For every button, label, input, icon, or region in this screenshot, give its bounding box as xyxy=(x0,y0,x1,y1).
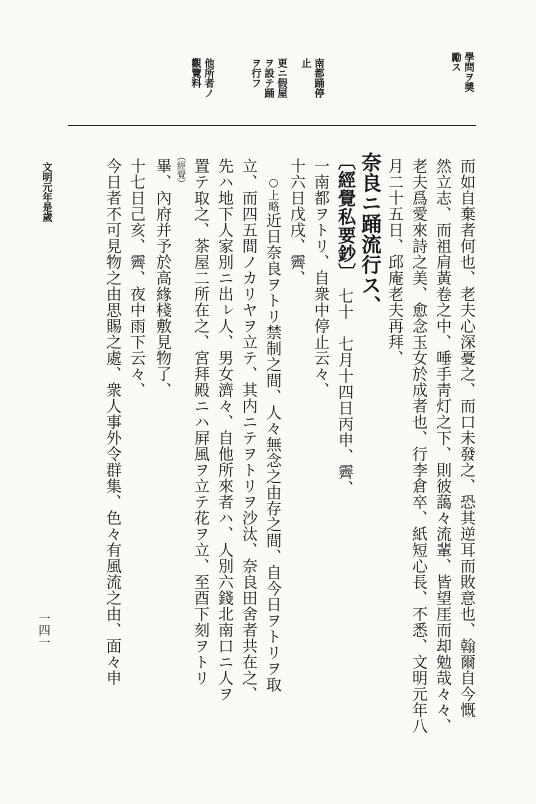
margin-note-3b: ヲ設テ踊 xyxy=(262,58,273,98)
source-title: 〔經覺私要鈔〕 xyxy=(335,152,356,282)
margin-note-1: 學問ヲ奬 xyxy=(462,52,473,92)
text-column-6 xyxy=(336,152,354,496)
margin-note-4: 他所者ノ xyxy=(202,58,213,98)
margin-note-2b: 止 xyxy=(299,58,310,68)
running-head: 文明元年是歲 xyxy=(40,162,51,222)
text-column-12: 置テ取之、茶屋二所在之、宮拜殿ニハ屛風ヲ立テ花ヲ立、至酉下刻ヲトリ xyxy=(192,158,210,686)
page-number: 一四一 xyxy=(37,612,51,648)
text-column-15: 今日者不可見物之由思賜之處、衆人事外令群集、色々有風流之由、面々申 xyxy=(104,158,122,686)
text-column-2: 然立志、而祖肩黃卷之中、唾手靑灯之下、則彼藹々流輩、皆望厓而却勉哉々々、 xyxy=(434,158,452,734)
margin-note-3: 更ニ假屋 xyxy=(275,58,286,98)
text-column-14: 十七日己亥、霽、夜中雨下云々、 xyxy=(128,158,146,398)
omission-mark: ○上略 xyxy=(267,176,280,213)
text-column-1: 而如自棄者何也、老夫心深憂之、而口未發之、恐其逆耳而敗意也、翰爾自今慨 xyxy=(458,158,476,718)
text-column-8: 十六日戊戌、霽、 xyxy=(288,158,306,286)
header-rule xyxy=(68,125,476,126)
text-column-3: 老夫爲愛來詩之美、愈念玉女於成者也、行李倉卒、紙短心長、不悉、文明元年八 xyxy=(410,158,428,734)
margin-note-2: 南都踊停 xyxy=(312,58,323,98)
annotation-note: （經覺） xyxy=(175,152,185,188)
text-column-11: 先ハ地下人家別ニ出ㇾ人、男女濟々、自他所來者ハ、人別六錢北南口ニ人ヲ xyxy=(216,158,234,702)
text-column-4: 月二十五日、邱庵老夫再拜、 xyxy=(386,158,404,366)
source-date: 七十 七月十四日丙申、霽、 xyxy=(336,287,354,496)
margin-note-3c: ヲ行フ xyxy=(249,58,260,88)
section-heading: 奈良ニ踊流行ス、 xyxy=(358,152,382,316)
text-column-9: ○上略近日奈良ヲトリ禁制之間、人々無念之由存之間、自今日ヲトリヲ取 xyxy=(264,176,282,693)
margin-note-4b: 觀覽料 xyxy=(189,58,200,88)
text-column-13: 畢、內府并予於高緣棧敷見物了、 xyxy=(154,158,172,398)
margin-note-1b: 勵ス xyxy=(449,52,460,72)
text-column-7: 一南都ヲトリ、自衆中停止云々、 xyxy=(312,158,330,398)
text-column-10: 立、而四五間ノカリヤヲ立テ、其内ニテヲトリヲ沙汰、奈良田舍者共在之、 xyxy=(240,158,258,702)
